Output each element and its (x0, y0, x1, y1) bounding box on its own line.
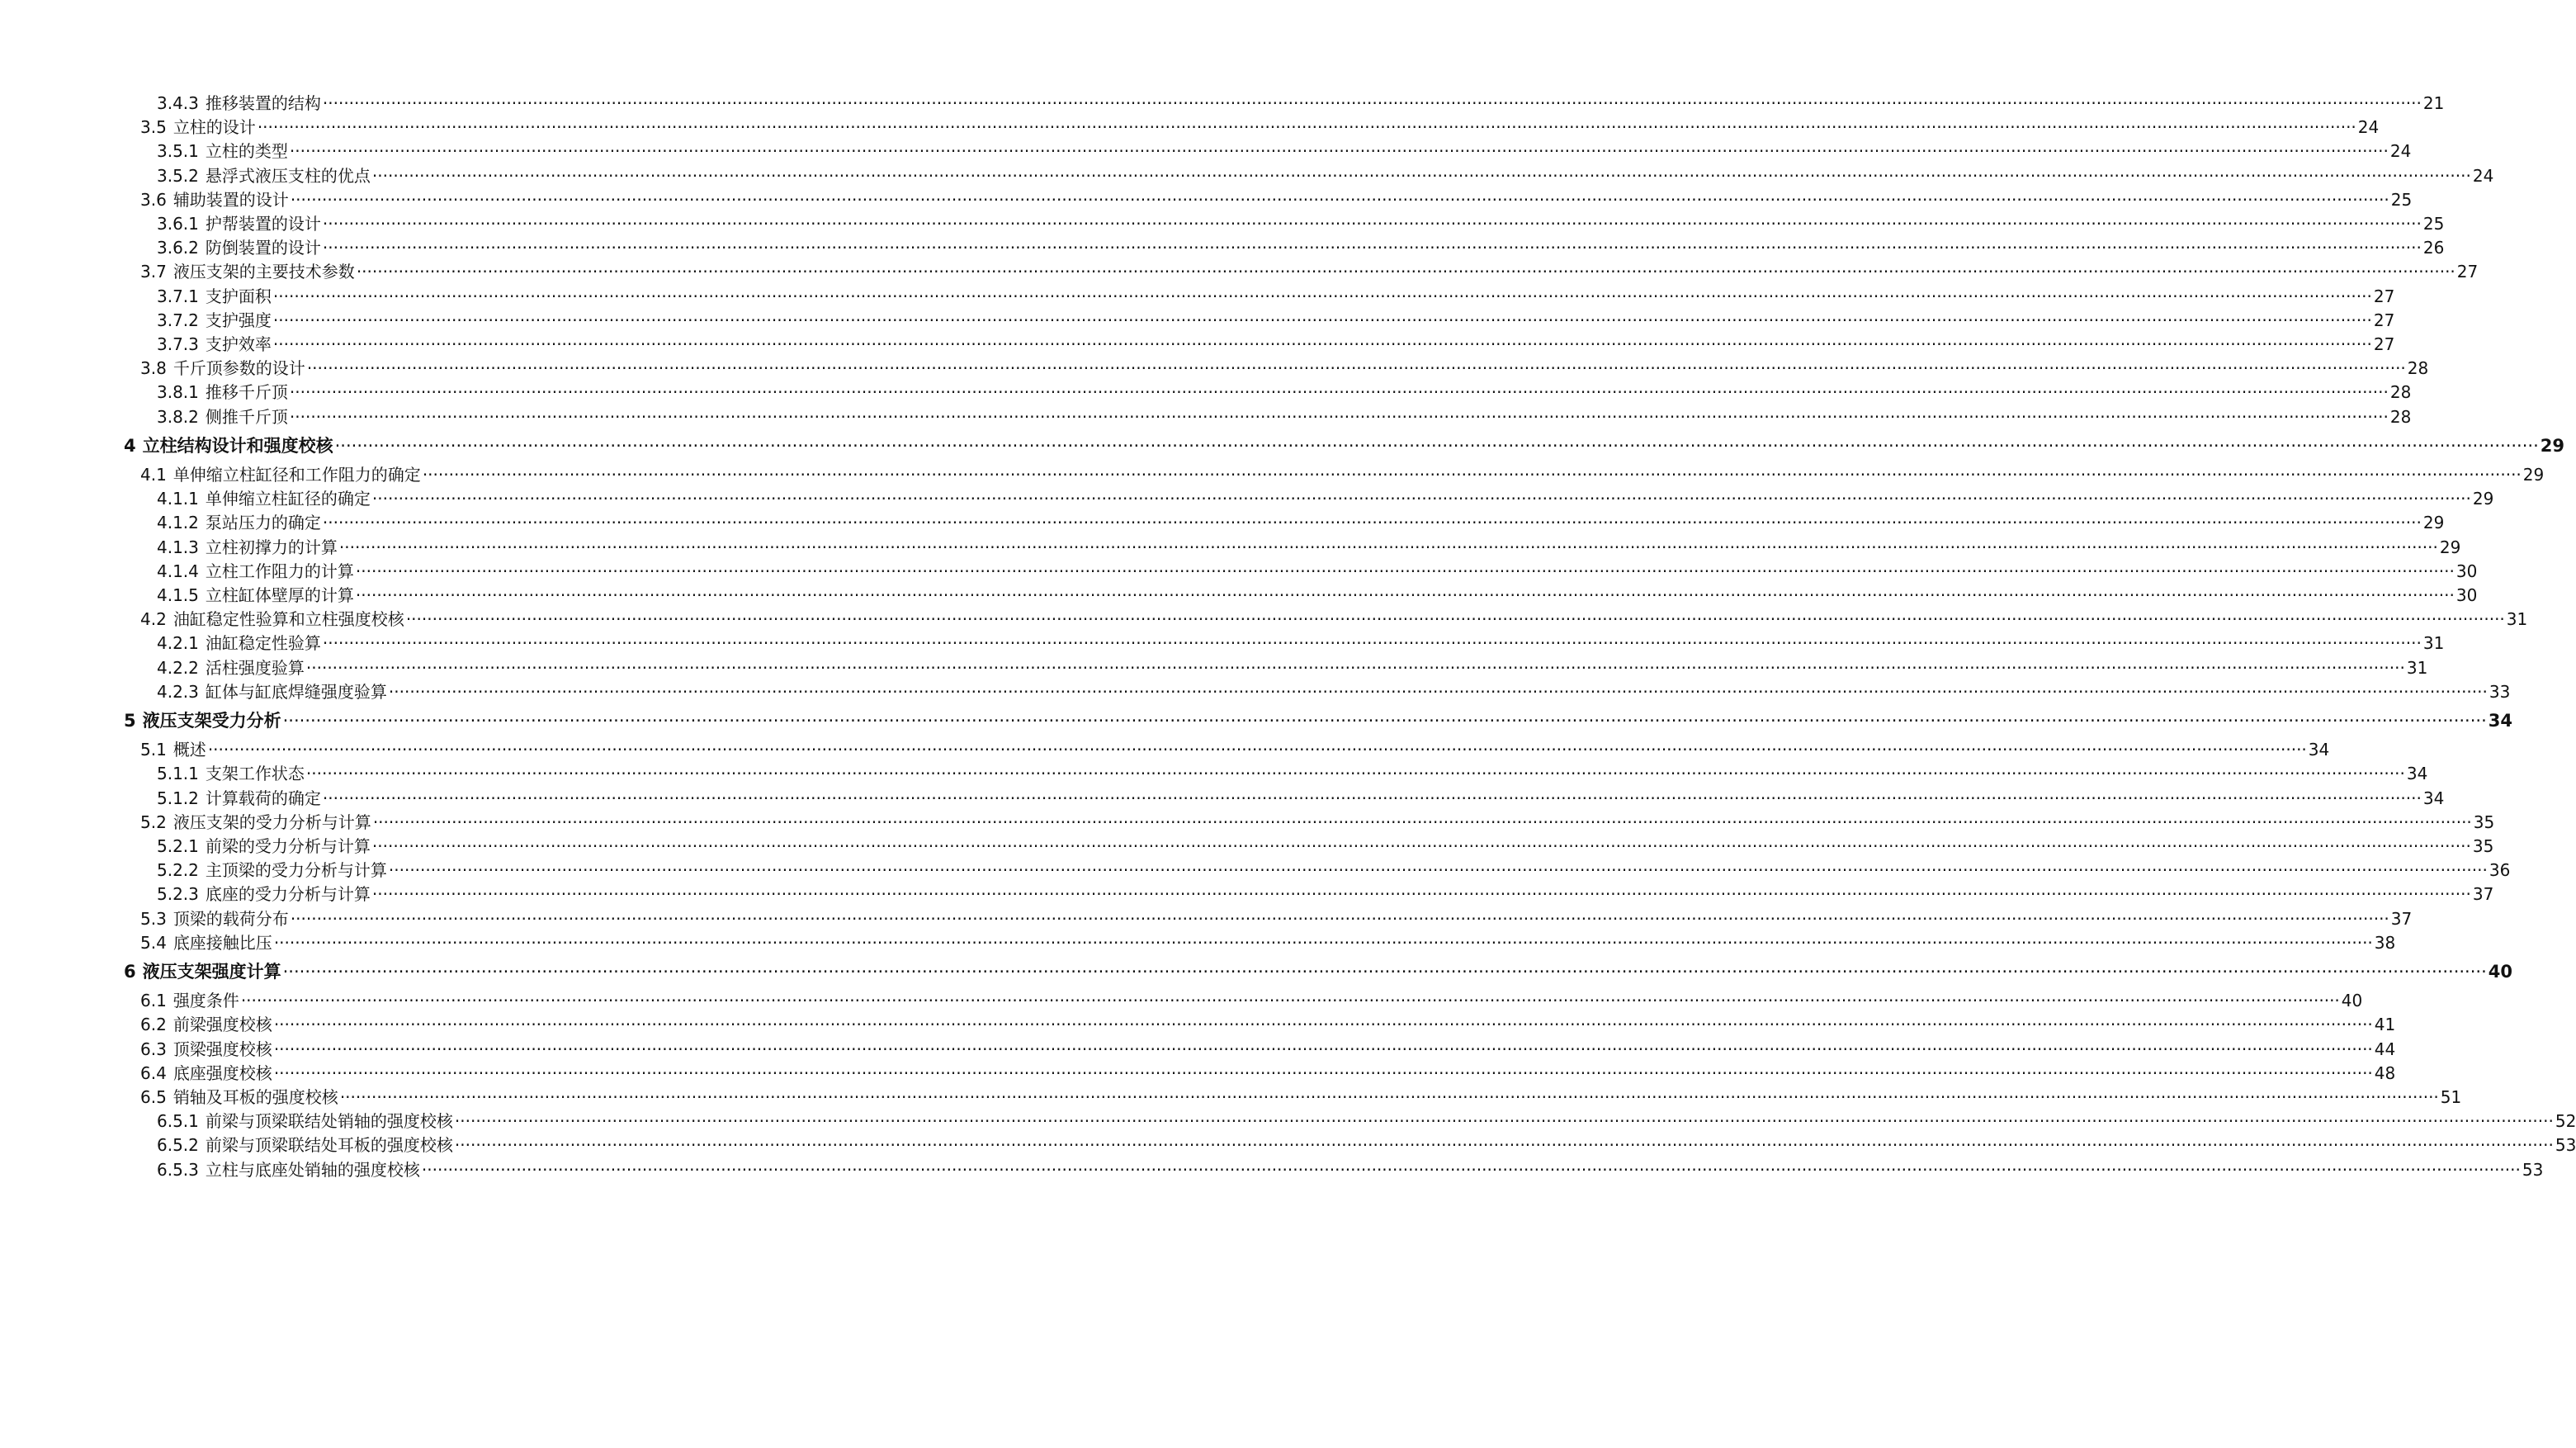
toc-entry-title: 支护面积 (205, 286, 272, 306)
toc-entry-title: 计算载荷的确定 (205, 788, 321, 808)
toc-entry-title: 侧推千斤顶 (205, 406, 288, 427)
toc-entry-number: 5 (124, 711, 136, 731)
toc-entry-title: 悬浮式液压支柱的优点 (205, 165, 371, 186)
toc-entry-title: 底座接触比压 (173, 932, 272, 953)
toc-dot-leader: ················································································································································································································································································································································································································ (273, 932, 2373, 953)
toc-entry[interactable] (140, 261, 2479, 282)
toc-entry[interactable] (157, 488, 2494, 509)
toc-entry-number: 3.4.3 (157, 93, 199, 113)
toc-entry-page-number: 41 (2374, 1015, 2396, 1035)
toc-entry[interactable] (140, 1086, 2462, 1108)
toc-entry-number: 4.2.2 (157, 657, 199, 678)
toc-entry-page-number: 35 (2472, 836, 2494, 856)
toc-entry[interactable] (157, 763, 2428, 784)
toc-dot-leader: ················································································································································································································································································································································································································ (339, 1087, 2439, 1107)
toc-entry[interactable] (157, 92, 2445, 114)
toc-entry[interactable] (124, 961, 2512, 982)
toc-entry-page-number: 29 (2540, 435, 2564, 456)
toc-entry-page-number: 31 (2422, 633, 2445, 654)
toc-dot-leader: ················································································································································································································································································································································································································ (322, 633, 2422, 654)
toc-entry[interactable] (157, 584, 2478, 606)
toc-entry-number: 5.1 (140, 740, 167, 760)
toc-entry[interactable] (140, 357, 2429, 379)
toc-entry-page-number: 29 (2422, 513, 2445, 533)
toc-entry-title: 前梁的受力分析与计算 (205, 836, 371, 856)
toc-entry[interactable] (157, 883, 2494, 905)
toc-entry-number: 3.7.1 (157, 286, 199, 306)
toc-entry[interactable] (140, 990, 2363, 1011)
toc-entry[interactable] (157, 213, 2445, 234)
toc-dot-leader: ················································································································································································································································································································································································································ (289, 382, 2389, 403)
toc-dot-leader: ················································································································································································································································································································································································································ (273, 1015, 2373, 1035)
toc-entry-page-number: 24 (2472, 165, 2494, 186)
toc-entry-page-number: 27 (2456, 262, 2479, 282)
toc-dot-leader: ················································································································································································································································································································································································································ (289, 406, 2389, 427)
toc-entry[interactable] (140, 1062, 2396, 1084)
toc-dot-leader: ················································································································································································································································································································································································································ (322, 93, 2422, 113)
toc-entry-title: 液压支架的受力分析与计算 (173, 812, 371, 832)
toc-dot-leader: ················································································································································································································································································································································································································ (355, 585, 2455, 605)
toc-dot-leader: ················································································································································································································································································································································································································ (388, 681, 2488, 702)
toc-dot-leader: ················································································································································································································································································································································································································ (290, 908, 2389, 929)
toc-entry-page-number: 33 (2489, 681, 2511, 702)
toc-entry-page-number: 30 (2455, 585, 2478, 605)
toc-entry-page-number: 27 (2373, 286, 2395, 306)
toc-entry-title: 前梁与顶梁联结处销轴的强度校核 (205, 1111, 453, 1132)
toc-entry[interactable] (157, 237, 2445, 258)
toc-entry[interactable] (124, 435, 2564, 457)
toc-entry[interactable] (157, 334, 2395, 355)
toc-entry[interactable] (157, 1159, 2544, 1181)
toc-entry[interactable] (157, 512, 2445, 533)
toc-entry-page-number: 53 (2522, 1159, 2544, 1180)
toc-entry-number: 3.5.2 (157, 165, 199, 186)
toc-entry-number: 3.6.1 (157, 214, 199, 234)
toc-entry-number: 6 (124, 962, 136, 982)
toc-entry[interactable] (140, 116, 2380, 138)
toc-dot-leader: ················································································································································································································································································································································································································ (282, 711, 2487, 731)
toc-dot-leader: ················································································································································································································································································································································································································ (273, 1062, 2373, 1083)
toc-dot-leader: ················································································································································································································································································································································································································ (272, 334, 2372, 354)
toc-dot-leader: ················································································································································································································································································································································································································ (306, 358, 2406, 379)
toc-dot-leader: ················································································································································································································································································································································································································ (322, 788, 2422, 808)
toc-entry-title: 活柱强度验算 (205, 657, 305, 678)
toc-entry[interactable] (157, 286, 2395, 307)
toc-entry-number: 6.2 (140, 1015, 167, 1035)
toc-entry-title: 辅助装置的设计 (173, 189, 289, 210)
toc-entry[interactable] (157, 1110, 2576, 1132)
toc-entry-title: 单伸缩立柱缸径和工作阻力的确定 (173, 465, 421, 485)
toc-entry-page-number: 52 (2555, 1111, 2576, 1132)
toc-entry-title: 支护强度 (205, 310, 272, 330)
toc-entry-page-number: 48 (2374, 1062, 2396, 1083)
toc-entry-number: 5.3 (140, 908, 167, 929)
toc-entry-number: 3.7 (140, 262, 167, 282)
toc-entry-number: 4.1.1 (157, 489, 199, 509)
toc-dot-leader: ················································································································································································································································································································································································································ (371, 489, 2471, 509)
toc-entry-title: 概述 (173, 740, 206, 760)
toc-entry-number: 5.2.3 (157, 884, 199, 905)
toc-entry-title: 前梁强度校核 (173, 1015, 272, 1035)
toc-entry-page-number: 28 (2389, 382, 2412, 403)
toc-entry-title: 立柱初撑力的计算 (205, 537, 338, 557)
toc-entry-number: 6.4 (140, 1062, 167, 1083)
toc-entry[interactable] (140, 908, 2413, 930)
toc-entry[interactable] (157, 140, 2412, 162)
toc-entry-number: 4.1 (140, 465, 167, 485)
toc-entry-page-number: 40 (2488, 962, 2512, 982)
toc-entry-page-number: 29 (2522, 465, 2545, 485)
toc-entry-page-number: 28 (2407, 358, 2429, 379)
toc-dot-leader: ················································································································································································································································································································································································································ (207, 740, 2307, 760)
toc-entry-title: 底座强度校核 (173, 1062, 272, 1083)
toc-entry-title: 油缸稳定性验算 (205, 633, 321, 654)
toc-entry[interactable] (157, 632, 2445, 654)
toc-entry-number: 6.5.3 (157, 1159, 199, 1180)
toc-entry[interactable] (157, 381, 2412, 403)
toc-dot-leader: ················································································································································································································································································································································································································ (371, 165, 2471, 186)
toc-entry-number: 6.3 (140, 1039, 167, 1059)
toc-entry-title: 立柱与底座处销轴的强度校核 (205, 1159, 420, 1180)
toc-entry-page-number: 35 (2473, 812, 2495, 832)
toc-entry-number: 5.1.1 (157, 764, 199, 784)
toc-entry-number: 6.5.2 (157, 1135, 199, 1156)
toc-entry-number: 5.2 (140, 812, 167, 832)
toc-entry-title: 液压支架强度计算 (142, 962, 281, 982)
toc-dot-leader: ················································································································································································································································································································································································································ (240, 991, 2340, 1011)
toc-entry-title: 立柱的设计 (173, 117, 256, 138)
toc-entry-number: 4 (124, 435, 136, 456)
toc-entry-title: 销轴及耳板的强度校核 (173, 1087, 338, 1107)
toc-dot-leader: ················································································································································································································································································································································································································ (338, 537, 2438, 557)
toc-entry-number: 3.7.2 (157, 310, 199, 330)
toc-entry-page-number: 26 (2422, 238, 2445, 258)
toc-entry-title: 油缸稳定性验算和立柱强度校核 (173, 609, 404, 630)
toc-entry-title: 推移千斤顶 (205, 382, 288, 403)
toc-entry[interactable] (157, 165, 2494, 187)
toc-entry-title: 泵站压力的确定 (205, 513, 321, 533)
toc-entry[interactable] (140, 1039, 2396, 1060)
toc-entry-number: 3.6.2 (157, 238, 199, 258)
toc-entry-page-number: 31 (2406, 657, 2428, 678)
toc-dot-leader: ················································································································································································································································································································································································································ (454, 1111, 2554, 1132)
toc-dot-leader: ················································································································································································································································································································································································································ (405, 609, 2505, 630)
toc-entry[interactable] (157, 1134, 2576, 1156)
toc-dot-leader: ················································································································································································································································································································································································································ (305, 764, 2405, 784)
toc-entry-title: 支架工作状态 (205, 764, 305, 784)
toc-dot-leader: ················································································································································································································································································································································································································ (289, 141, 2389, 162)
toc-entry-page-number: 34 (2308, 740, 2330, 760)
toc-entry[interactable] (157, 561, 2478, 582)
toc-dot-leader: ················································································································································································································································································································································································································ (322, 214, 2422, 234)
toc-entry-page-number: 27 (2373, 334, 2395, 354)
toc-dot-leader: ················································································································································································································································································································································································································ (388, 860, 2488, 881)
toc-dot-leader: ················································································································································································································································································································································································································ (322, 513, 2422, 533)
toc-entry-number: 3.6 (140, 189, 167, 210)
toc-dot-leader: ················································································································································································································································································································································································································ (371, 884, 2471, 905)
toc-entry-title: 立柱缸体壁厚的计算 (205, 585, 354, 605)
toc-entry-number: 5.2.2 (157, 860, 199, 881)
toc-entry-number: 6.5 (140, 1087, 167, 1107)
toc-entry-title: 强度条件 (173, 991, 239, 1011)
toc-entry-page-number: 38 (2374, 932, 2396, 953)
toc-entry-title: 立柱工作阻力的计算 (205, 561, 354, 581)
toc-dot-leader: ················································································································································································································································································································································································································ (272, 286, 2372, 306)
toc-entry[interactable] (140, 812, 2495, 833)
toc-dot-leader: ················································································································································································································································································································································································································ (421, 1159, 2521, 1180)
toc-entry[interactable] (124, 710, 2512, 731)
toc-entry-number: 6.5.1 (157, 1111, 199, 1132)
toc-dot-leader: ················································································································································································································································································································································································································ (290, 189, 2389, 210)
toc-dot-leader: ················································································································································································································································································································································································································ (305, 657, 2405, 678)
toc-entry-number: 6.1 (140, 991, 167, 1011)
toc-entry[interactable] (157, 537, 2461, 558)
toc-entry[interactable] (157, 310, 2395, 331)
toc-entry[interactable] (140, 189, 2413, 211)
toc-entry-title: 支护效率 (205, 334, 272, 354)
toc-entry-page-number: 28 (2389, 406, 2412, 427)
toc-entry-page-number: 37 (2472, 884, 2494, 905)
toc-entry-title: 立柱的类型 (205, 141, 288, 162)
toc-entry-title: 护帮装置的设计 (205, 214, 321, 234)
toc-dot-leader: ················································································································································································································································································································································································································ (372, 812, 2472, 832)
toc-entry-number: 4.1.2 (157, 513, 199, 533)
toc-dot-leader: ················································································································································································································································································································································································································ (355, 561, 2455, 581)
toc-entry-number: 5.4 (140, 932, 167, 953)
toc-entry[interactable] (157, 859, 2511, 881)
toc-entry-number: 4.1.4 (157, 561, 199, 581)
toc-entry-title: 底座的受力分析与计算 (205, 884, 371, 905)
toc-entry-number: 4.1.5 (157, 585, 199, 605)
toc-entry[interactable] (140, 1014, 2396, 1035)
toc-entry-page-number: 27 (2373, 310, 2395, 330)
toc-entry[interactable] (140, 464, 2545, 485)
toc-entry-page-number: 34 (2488, 711, 2512, 731)
toc-dot-leader: ················································································································································································································································································································································································································ (273, 1039, 2373, 1059)
toc-entry-number: 3.8.2 (157, 406, 199, 427)
toc-entry-page-number: 34 (2406, 764, 2428, 784)
toc-entry-page-number: 25 (2422, 214, 2445, 234)
toc-entry-title: 顶梁的载荷分布 (173, 908, 289, 929)
toc-entry-number: 5.1.2 (157, 788, 199, 808)
toc-entry-number: 3.7.3 (157, 334, 199, 354)
toc-entry[interactable] (157, 681, 2511, 703)
toc-entry-page-number: 24 (2389, 141, 2412, 162)
toc-entry-number: 3.8 (140, 358, 167, 379)
toc-entry-number: 4.2 (140, 609, 167, 630)
toc-entry-page-number: 51 (2440, 1087, 2462, 1107)
toc-entry-page-number: 53 (2555, 1135, 2576, 1156)
toc-entry-page-number: 44 (2374, 1039, 2396, 1059)
toc-entry-title: 千斤顶参数的设计 (173, 358, 305, 379)
toc-entry-title: 液压支架的主要技术参数 (173, 262, 355, 282)
toc-entry-page-number: 29 (2439, 537, 2461, 557)
toc-entry[interactable] (157, 657, 2428, 679)
toc-entry-page-number: 24 (2357, 117, 2380, 138)
toc-entry-title: 主顶梁的受力分析与计算 (205, 860, 387, 881)
toc-entry-number: 4.2.1 (157, 633, 199, 654)
toc-dot-leader: ················································································································································································································································································································································································································ (334, 435, 2539, 456)
toc-entry-page-number: 36 (2489, 860, 2511, 881)
toc-entry-title: 推移装置的结构 (205, 93, 321, 113)
toc-entry-page-number: 29 (2472, 489, 2494, 509)
toc-entry-number: 4.1.3 (157, 537, 199, 557)
toc-entry-page-number: 34 (2422, 788, 2445, 808)
toc-entry-page-number: 25 (2390, 189, 2413, 210)
toc-entry[interactable] (140, 608, 2528, 630)
toc-entry[interactable] (157, 406, 2412, 428)
toc-entry-title: 立柱结构设计和强度校核 (142, 435, 333, 456)
toc-entry-title: 防倒装置的设计 (205, 238, 321, 258)
toc-dot-leader: ················································································································································································································································································································································································································ (272, 310, 2372, 330)
toc-dot-leader: ················································································································································································································································································································································································································ (422, 465, 2522, 485)
toc-entry-title: 缸体与缸底焊缝强度验算 (205, 681, 387, 702)
toc-entry-title: 顶梁强度校核 (173, 1039, 272, 1059)
toc-entry-title: 单伸缩立柱缸径的确定 (205, 489, 371, 509)
toc-entry[interactable] (140, 932, 2396, 954)
toc-entry-number: 3.5 (140, 117, 167, 138)
toc-entry-title: 前梁与顶梁联结处耳板的强度校核 (205, 1135, 453, 1156)
toc-dot-leader: ················································································································································································································································································································································································································ (257, 117, 2356, 138)
toc-entry-page-number: 31 (2506, 609, 2528, 630)
toc-entry-number: 4.2.3 (157, 681, 199, 702)
toc-dot-leader: ················································································································································································································································································································································································································ (454, 1135, 2554, 1156)
toc-entry-page-number: 21 (2422, 93, 2445, 113)
toc-dot-leader: ················································································································································································································································································································································································································ (322, 238, 2422, 258)
toc-entry[interactable] (157, 788, 2445, 809)
toc-entry-page-number: 30 (2455, 561, 2478, 581)
toc-entry-number: 5.2.1 (157, 836, 199, 856)
toc-dot-leader: ················································································································································································································································································································································································································ (282, 962, 2487, 982)
toc-entry-title: 液压支架受力分析 (142, 711, 281, 731)
toc-dot-leader: ················································································································································································································································································································································································································ (356, 262, 2455, 282)
toc-entry-page-number: 37 (2390, 908, 2413, 929)
toc-entry-page-number: 40 (2341, 991, 2363, 1011)
toc-entry-number: 3.5.1 (157, 141, 199, 162)
toc-entry-number: 3.8.1 (157, 382, 199, 403)
toc-dot-leader: ················································································································································································································································································································································································································ (371, 836, 2471, 856)
toc-entry[interactable] (140, 739, 2330, 760)
toc-entry[interactable] (157, 835, 2494, 857)
